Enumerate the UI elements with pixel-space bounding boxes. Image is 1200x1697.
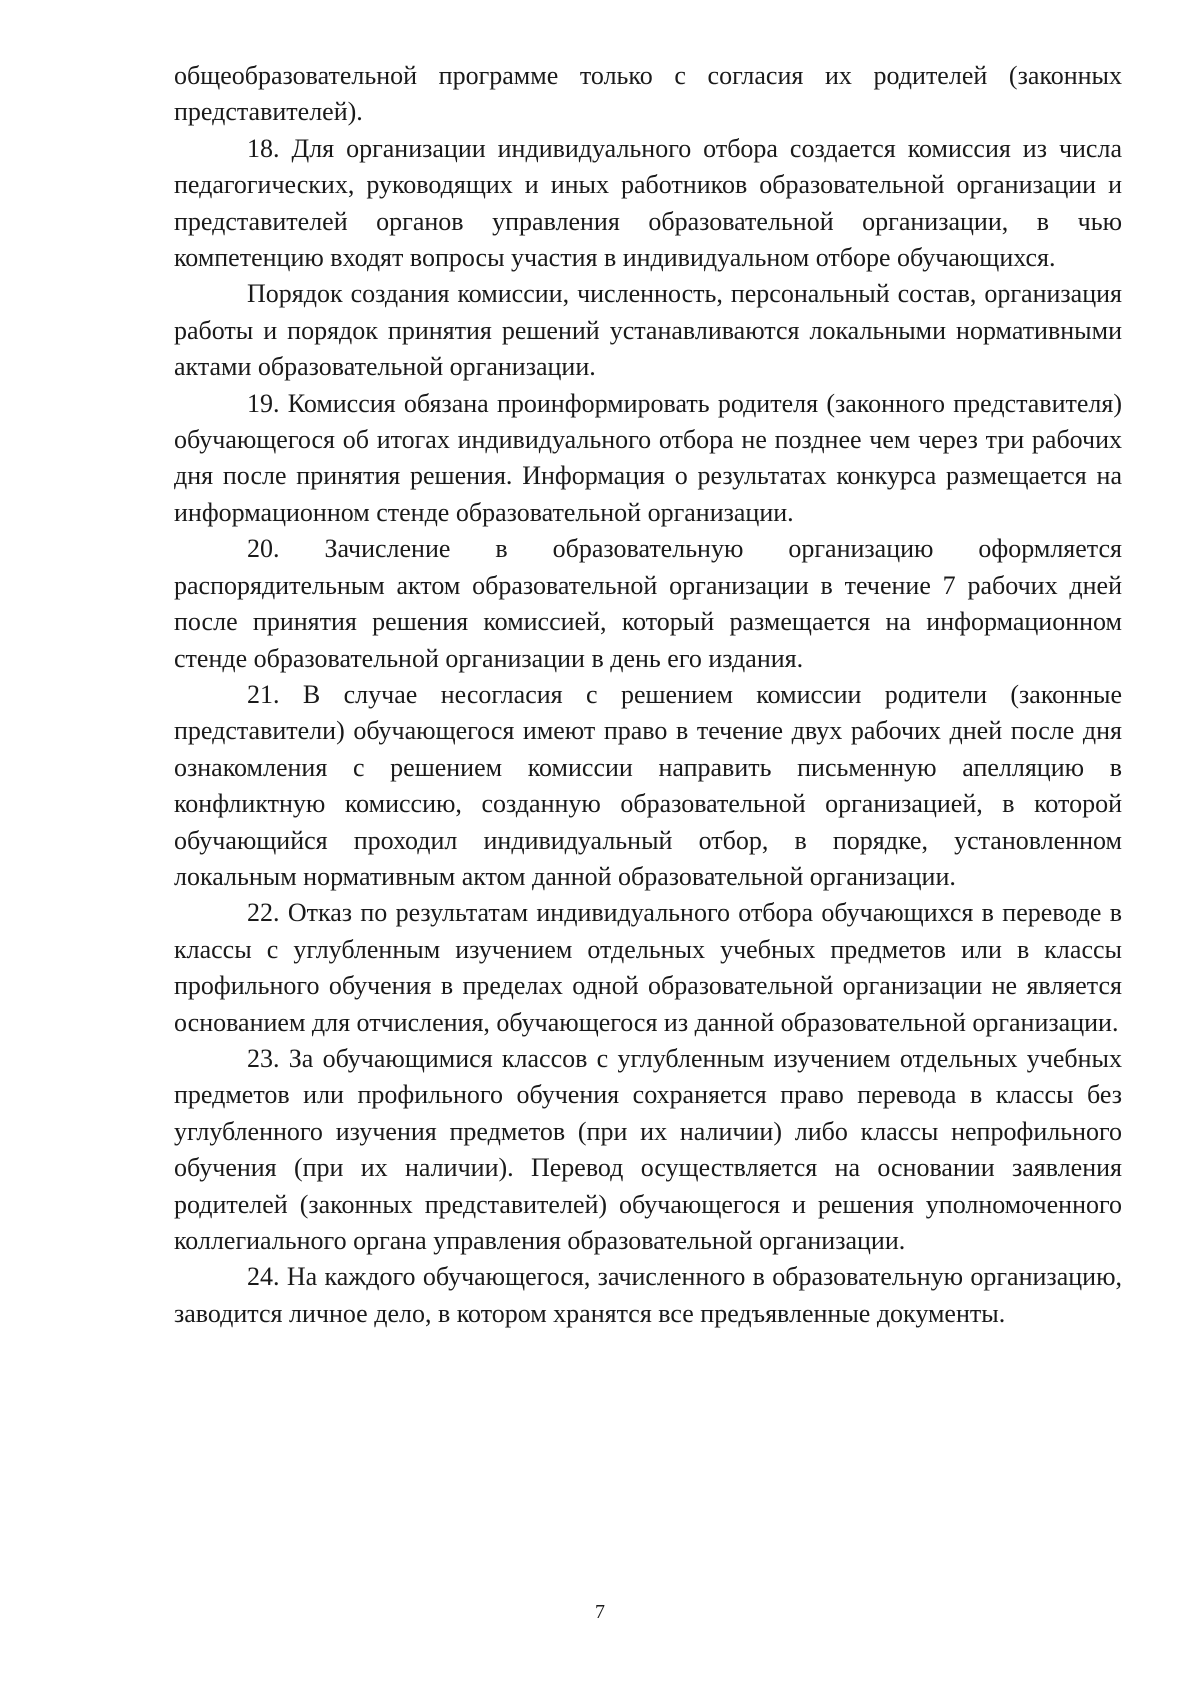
paragraph-23: 23. За обучающимися классов с углубленным изучением отдельных учебных предметов или профильного обучения сохраняется право перевода в классы без углубленного изучения предметов (при их наличии) либо классы непрофильного обучения (при их наличии). Перевод осуществляется на основании заявления родителей (законных представителей) обучающегося и решения уполномоченного коллегиального органа управления образовательной организации. (174, 1043, 1122, 1255)
document-body (174, 58, 1122, 1332)
paragraph-21: 21. В случае несогласия с решением комиссии родители (законные представители) обучающегося имеют право в течение двух рабочих дней после дня ознакомления с решением комиссии направить письменную апелляцию в конфликтную комиссию, созданную образовательной организацией, в которой обучающийся проходил индивидуальный отбор, в порядке, установленном локальным нормативным актом данной образовательной организации. (174, 679, 1122, 891)
paragraph-20: 20. Зачисление в образовательную организацию оформляется распорядительным актом образовательной организации в течение 7 рабочих дней после принятия решения комиссией, который размещается на информационном стенде образовательной организации в день его издания. (174, 534, 1122, 673)
paragraph-18: 18. Для организации индивидуального отбора создается комиссия из числа педагогических, руководящих и иных работников образовательной организации и представителей органов управления образовательной организации, в чью компетенцию входят вопросы участия в индивидуальном отборе обучающихся. (174, 133, 1122, 273)
paragraph-commission-procedure: Порядок создания комиссии, численность, персональный состав, организация работы и порядок принятия решений устанавливаются локальными нормативными актами образовательной организации. (174, 279, 1122, 382)
page-number: 7 (595, 1601, 605, 1623)
paragraph-22: 22. Отказ по результатам индивидуального отбора обучающихся в переводе в классы с углубленным изучением отдельных учебных предметов или в классы профильного обучения в пределах одной образовательной организации не является основанием для отчисления, обучающегося из данной образовательной организации. (174, 898, 1122, 1037)
paragraph-19: 19. Комиссия обязана проинформировать родителя (законного представителя) обучающегося об итогах индивидуального отбора не позднее чем через три рабочих дня после принятия решения. Информация о результатах конкурса размещается на информационном стенде образовательной организации. (174, 388, 1122, 527)
paragraph-24: 24. На каждого обучающегося, зачисленного в образовательную организацию, заводится личное дело, в котором хранятся все предъявленные документы. (174, 1262, 1122, 1328)
paragraph-continuation: общеобразовательной программе только с согласия их родителей (законных представителей). (174, 61, 1122, 127)
